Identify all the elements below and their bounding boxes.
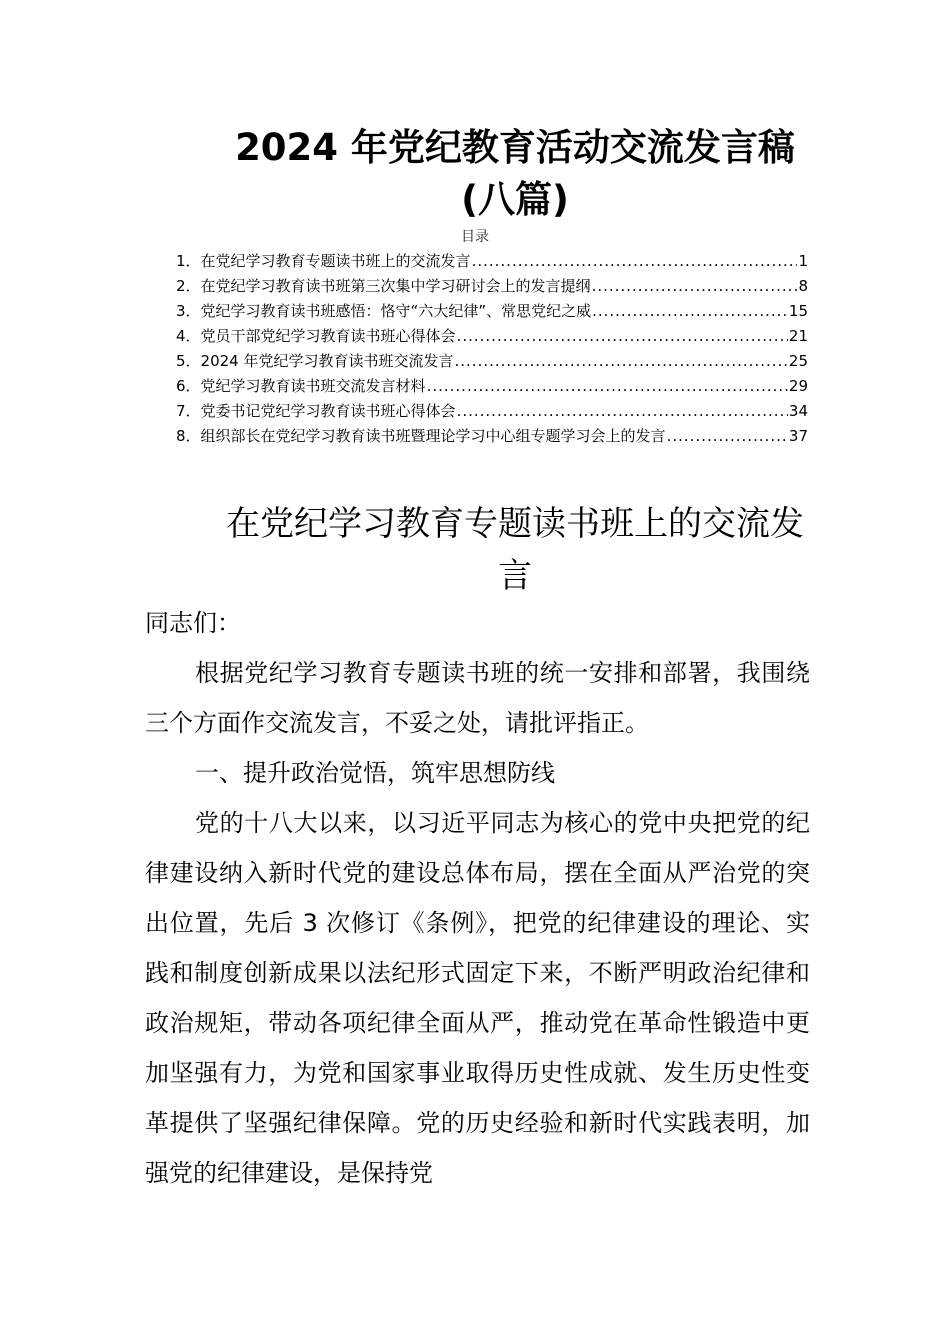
toc-item-page: 34 — [788, 402, 808, 420]
toc-item-number: 4． — [176, 327, 201, 345]
toc-item[interactable] — [176, 349, 808, 374]
salutation: 同志们： — [145, 609, 241, 637]
toc-item[interactable] — [176, 424, 808, 449]
body-paragraph: 根据党纪学习教育专题读书班的统一安排和部署，我围绕三个方面作交流发言，不妥之处，请批评指正。 — [145, 659, 810, 737]
toc-item-label: 组织部长在党纪学习教育读书班暨理论学习中心组专题学习会上的发言 — [200, 427, 666, 445]
toc-leader-dots — [592, 274, 798, 299]
toc-item-page: 1 — [798, 252, 808, 270]
toc-item-label: 2024 年党纪学习教育读书班交流发言 — [200, 352, 454, 370]
toc-leader-dots — [592, 299, 788, 324]
toc-leader-dots — [455, 349, 788, 374]
toc-item[interactable] — [176, 324, 808, 349]
toc-item[interactable] — [176, 374, 808, 399]
section-title: 在党纪学习教育专题读书班上的交流发言 — [226, 504, 804, 596]
toc-leader-dots — [472, 249, 798, 274]
subheading: 一、提升政治觉悟，筑牢思想防线 — [195, 759, 555, 787]
toc-item-number: 5． — [176, 352, 201, 370]
toc-item-number: 8． — [176, 427, 201, 445]
toc-item-page: 8 — [798, 277, 808, 295]
toc-leader-dots — [667, 424, 788, 449]
toc-item[interactable] — [176, 274, 808, 299]
toc-heading: 目录 — [461, 229, 489, 245]
toc-item[interactable] — [176, 299, 808, 324]
toc-item-number: 1． — [176, 252, 201, 270]
toc-item-page: 29 — [788, 377, 808, 395]
toc-item[interactable] — [176, 399, 808, 424]
toc-item-page: 15 — [788, 302, 808, 320]
document-title: 2024 年党纪教育活动交流发言稿(八篇) — [235, 126, 795, 221]
toc-item-number: 2． — [176, 277, 201, 295]
toc-item-label: 在党纪学习教育专题读书班上的交流发言 — [200, 252, 471, 270]
toc-item-label: 党纪学习教育读书班交流发言材料 — [200, 377, 426, 395]
body-paragraph: 党的十八大以来，以习近平同志为核心的党中央把党的纪律建设纳入新时代党的建设总体布局，摆在全面从严治党的突出位置，先后 3 次修订《条例》，把党的纪律建设的理论、实践和制度创新成果以法纪形式固定下来，不断严明政治纪律和政治规矩，带动各项纪律全面从严，推动党在革命性锻造中更加坚强有力，为党和国家事业取得历史性成就、发生历史性变革提供了坚强纪律保障。党的历史经验和新时代实践表明，加强党的纪律建设，是保持党 — [145, 809, 810, 1187]
toc-item-page: 25 — [788, 352, 808, 370]
toc-item-number: 6． — [176, 377, 201, 395]
toc-item-number: 3． — [176, 302, 201, 320]
toc-leader-dots — [457, 324, 788, 349]
toc-item-number: 7． — [176, 402, 201, 420]
table-of-contents — [176, 249, 808, 449]
toc-item-page: 37 — [788, 427, 808, 445]
toc-item-label: 在党纪学习教育读书班第三次集中学习研讨会上的发言提纲 — [200, 277, 591, 295]
toc-leader-dots — [457, 399, 788, 424]
toc-leader-dots — [427, 374, 788, 399]
toc-item[interactable] — [176, 249, 808, 274]
toc-item-label: 党委书记党纪学习教育读书班心得体会 — [200, 402, 456, 420]
toc-item-page: 21 — [788, 327, 808, 345]
toc-item-label: 党员干部党纪学习教育读书班心得体会 — [200, 327, 456, 345]
toc-item-label: 党纪学习教育读书班感悟：恪守“六大纪律”、常思党纪之威 — [200, 302, 592, 320]
